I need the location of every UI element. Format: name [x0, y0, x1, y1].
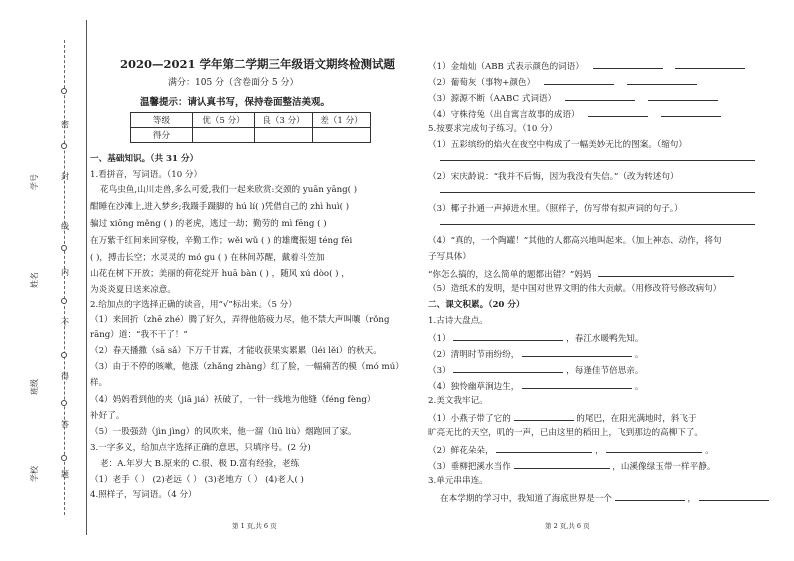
score-table — [130, 112, 371, 143]
seal-char: 封 — [61, 172, 69, 181]
binding-hole — [61, 352, 67, 358]
question-line — [428, 60, 745, 73]
binding-hole — [61, 143, 67, 149]
school-label: 学校 — [30, 466, 39, 482]
table-cell: 差（1 分） — [313, 113, 371, 128]
question-line: （2）春天播撒（sā sǎ）下万千甘霖，才能收获果实累累（léi lěi）的秋天。 — [90, 346, 382, 356]
question-title: 1.古诗大盘点。 — [428, 316, 488, 326]
question-line: （1）老手（ ） (2)老远（ ） (3)老地方（ ） (4)老人( ) — [90, 475, 304, 485]
question-line: （2）宋庆龄说：“我并不后悔，因为我没有失信。”（改为转述句） — [428, 172, 679, 182]
question-title: 4.照样子，写词语。（4 分） — [90, 490, 197, 500]
question-text: （2）葡萄灰（事物+颜色） — [428, 78, 536, 88]
question-line: 在本学期的学习中，我知道了海底世界是一个 ， — [440, 492, 769, 505]
table-cell: 得分 — [131, 128, 193, 143]
answer-blank[interactable] — [699, 492, 769, 501]
passage-text: ，山溪像绿玉带一样平静。 — [612, 462, 716, 472]
binding-hole — [61, 298, 67, 304]
question-line — [428, 332, 643, 345]
answer-blank[interactable] — [522, 380, 632, 389]
question-text: （3）源源不断（AABC 式词语） — [428, 94, 557, 104]
table-row — [131, 128, 371, 143]
score-input-cell[interactable] — [193, 128, 255, 143]
binding-solid-line — [86, 20, 87, 535]
question-line: （1）五彩缤纷的焰火在夜空中构成了一幅美妙无比的图案。（缩句） — [428, 140, 687, 150]
question-line: 花鸟虫鱼,山川走兽,多么可爱,我们一起来欣赏:交颈的 yuān yāng( ) — [100, 185, 358, 195]
seal-char: 题 — [61, 470, 69, 479]
question-line: 山花在树下开放；美丽的荷花绽开 huā bàn ( ) ，随风 xú dòo( ) ， — [90, 269, 350, 279]
name-label: 姓名 — [30, 272, 39, 288]
question-line — [428, 92, 718, 105]
question-line: （4）妈妈看到他的夹（jiā jiá）袄破了，一针一线地为他缝（féng fèng） — [90, 395, 376, 405]
poem-text: ，每逢佳节倍思亲。 — [566, 366, 644, 376]
answer-line[interactable] — [440, 192, 755, 193]
question-line: （3）由于不停的咳嗽，他涨（zhǎng zhàng）红了脸，一幅痛苦的模（mó mú） — [90, 362, 404, 372]
score-info: 满分：105 分（含卷面分 5 分） — [168, 78, 299, 88]
question-line — [428, 268, 734, 281]
question-line — [428, 76, 697, 89]
answer-blank[interactable] — [627, 76, 697, 85]
score-input-cell[interactable] — [255, 128, 313, 143]
section-heading: 二、课文积累。（20 分） — [428, 300, 525, 310]
answer-blank[interactable] — [588, 108, 648, 117]
question-title: 2.给加点的字选择正确的读音，用“√”标出来。（5 分） — [90, 300, 297, 310]
passage-text: （3）垂柳把溪水当作 — [428, 462, 511, 472]
answer-blank[interactable] — [565, 92, 635, 101]
answer-blank[interactable] — [514, 460, 610, 469]
question-line — [428, 108, 721, 121]
question-line: 酣睡在沙滩上,进入梦乡;我蹑手蹑脚的 hú lí( )凭借自己的 zhì huì( ) — [90, 202, 350, 212]
answer-blank[interactable] — [598, 268, 734, 277]
question-line — [428, 444, 714, 457]
section-heading: 一、基础知识。（共 31 分） — [90, 154, 199, 164]
question-line: 样。 — [90, 378, 108, 388]
question-line: 骗过 xiōng měng ( ) 的老虎，逃过一劫；勤劳的 mì fēng ( ) — [90, 219, 327, 229]
question-line: （5）造纸术的发明，是中国对世界文明的伟大贡献。（用修改符号修改病句） — [428, 284, 722, 294]
passage-text: ， — [595, 446, 604, 456]
question-text: “你怎么搞的，这么简单的题都出错？”妈妈 — [428, 270, 592, 280]
seal-char: 线 — [61, 222, 69, 231]
answer-blank[interactable] — [453, 332, 563, 341]
question-line — [428, 380, 643, 393]
student-number-label: 学号 — [30, 174, 39, 190]
answer-blank[interactable] — [453, 364, 563, 373]
question-line: 老：A.年岁大 B.原来的 C.很、极 D.富有经验，老练 — [100, 459, 300, 469]
item-number: （3） — [428, 366, 451, 376]
passage-text: （2）鲜花朵朵， — [428, 446, 494, 456]
answer-line[interactable] — [440, 224, 755, 225]
answer-blank[interactable] — [496, 444, 592, 453]
question-line: （3）椰子扑通一声掉进水里。（照样子，仿写带有拟声词的句子。） — [428, 204, 683, 214]
question-line: （1）来回折（zhē zhé）腾了好久，弄得他筋疲力尽，他不禁大声叫嚷（rǒng — [90, 315, 390, 325]
answer-line[interactable] — [440, 160, 755, 161]
question-line: 在万紫千红间来回穿梭，辛勤工作；wěi wǔ ( ) 的雄鹰振翅 téng fēi — [90, 236, 353, 246]
question-line: ( )，搏击长空；水灵灵的 mó gu ( ) 在林间苏醒，戴着斗笠加 — [90, 253, 325, 263]
poem-text: （2）清明时节雨纷纷， — [428, 350, 520, 360]
score-input-cell[interactable] — [313, 128, 371, 143]
page-footer: 第 2 页,共 6 页 — [545, 522, 590, 530]
binding-hole — [61, 455, 67, 461]
seal-char: 得 — [61, 372, 69, 381]
question-text: （1）金灿灿（ABB 式表示颜色的词语） — [428, 62, 584, 72]
poem-text: ，春江水暖鸭先知。 — [566, 334, 644, 344]
answer-blank[interactable] — [522, 348, 632, 357]
seal-char: 内 — [61, 268, 69, 277]
question-title: 2.美文我牢记。 — [428, 396, 488, 406]
binding-hole — [61, 245, 67, 251]
question-line — [428, 364, 643, 377]
question-line — [428, 460, 715, 473]
passage-text: 在本学期的学习中，我知道了海底世界是一个 — [440, 494, 612, 504]
seal-char: 答 — [61, 420, 69, 429]
answer-blank[interactable] — [675, 60, 745, 69]
question-title: 3.单元串串连。 — [428, 476, 488, 486]
table-cell: 良（3 分） — [255, 113, 313, 128]
table-cell: 等级 — [131, 113, 193, 128]
table-cell: 优（5 分） — [193, 113, 255, 128]
passage-text: 的尾巴，在阳光满地时，斜飞于 — [576, 414, 697, 424]
binding-hole — [61, 88, 67, 94]
question-line — [428, 348, 643, 361]
table-row — [131, 113, 371, 128]
answer-blank[interactable] — [544, 76, 614, 85]
answer-blank[interactable] — [615, 492, 685, 501]
poem-text: （4）独怜幽草涧边生， — [428, 382, 520, 392]
poem-text: 。 — [634, 382, 644, 392]
answer-blank[interactable] — [648, 92, 718, 101]
answer-blank[interactable] — [593, 60, 663, 69]
reminder: 温馨提示：请认真书写，保持卷面整洁美观。 — [140, 97, 331, 108]
question-title: 1.看拼音，写词语。（10 分） — [90, 170, 203, 180]
passage-text: （1）小燕子带了它的 — [428, 414, 511, 424]
answer-blank[interactable] — [606, 444, 702, 453]
item-number: （1） — [428, 334, 451, 344]
answer-blank[interactable] — [661, 108, 721, 117]
question-line: （4）“真的，一个陶罐！”其他的人都高兴地叫起来。（加上神态、动作，将句 — [428, 236, 722, 246]
passage-text: 。 — [705, 446, 714, 456]
question-line: 补好了。 — [90, 411, 125, 421]
question-line: 旷亮无比的天空，叽的一声，已由这里的稻田上，飞到那边的高柳下了。 — [428, 428, 704, 438]
question-text: （4）守株待兔（出自寓言故事的成语） — [428, 110, 580, 120]
answer-blank[interactable] — [514, 412, 574, 421]
question-line: 为炎炎夏日送来凉意。 — [90, 285, 176, 295]
binding-hole — [61, 400, 67, 406]
question-title: 5.按要求完成句子练习。（10 分） — [428, 124, 558, 134]
page-footer: 第 1 页,共 6 页 — [232, 522, 277, 530]
exam-title: 2020—2021 学年第二学期三年级语文期终检测试题 — [120, 57, 396, 71]
question-line: 子写具体） — [428, 252, 471, 262]
question-title: 3.一字多义，给加点字选择正确的意思，只填序号。(2 分) — [90, 443, 311, 453]
poem-text: 。 — [634, 350, 644, 360]
seal-char: 不 — [61, 318, 69, 327]
question-line — [428, 412, 697, 425]
seal-char: 密 — [61, 120, 69, 129]
question-line: （5）一股强劲（jìn jìng）的风吹来，他一溜（liū liù）烟跑回了家。 — [90, 427, 357, 437]
question-line: rāng）道：“我不干了！” — [90, 330, 188, 340]
class-label: 班级 — [30, 379, 39, 395]
